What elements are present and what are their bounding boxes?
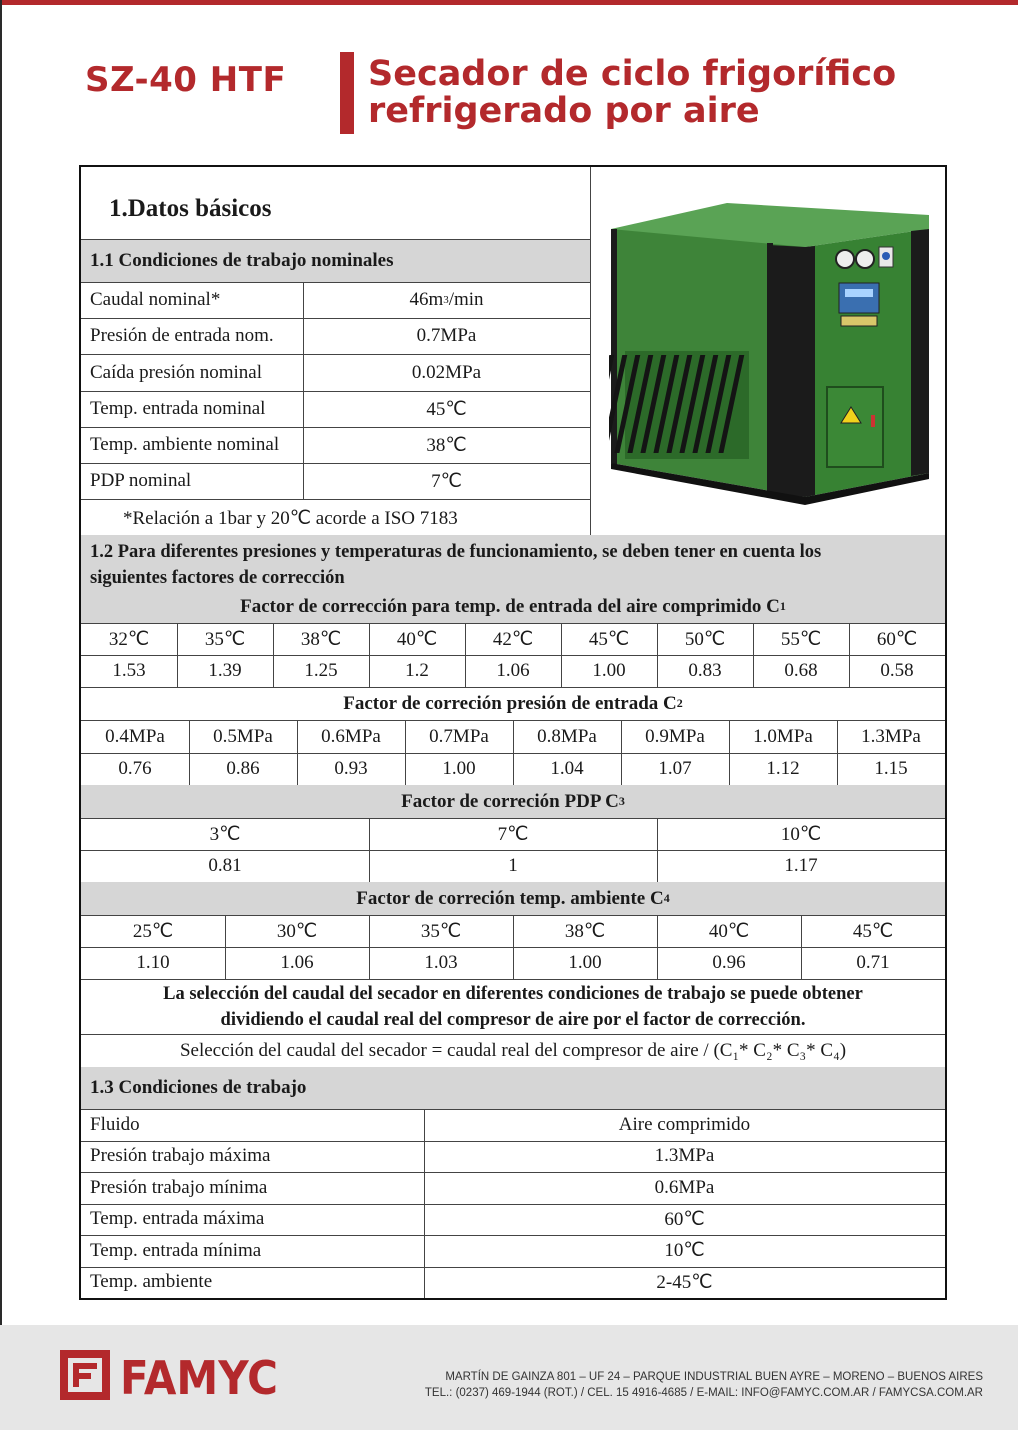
c2-value-cell: 1.00 xyxy=(442,758,476,779)
selection-formula: Selección del caudal del secador = caudal real del compresor de aire / (C₁* C₂* C₃* C₄) xyxy=(179,1039,847,1061)
c4-header-cell: 45℃ xyxy=(852,920,894,942)
rule xyxy=(657,915,658,947)
rule xyxy=(81,391,590,392)
c3-header-cell: 10℃ xyxy=(780,823,822,845)
working-condition-value: 0.6MPa xyxy=(654,1176,715,1198)
rule xyxy=(369,818,370,850)
c4-header-cell: 40℃ xyxy=(708,920,750,942)
subsection-heading-1-3: 1.3 Condiciones de trabajo xyxy=(81,1067,945,1109)
rule xyxy=(81,1172,945,1173)
footer-contact: TEL.: (0237) 469-1944 (ROT.) / CEL. 15 4916-4685 / E-MAIL: INFO@FAMYC.COM.AR / FAMYCSA.COM.AR xyxy=(424,1387,983,1399)
rule xyxy=(621,753,622,785)
rule xyxy=(621,720,622,753)
rule xyxy=(81,463,590,464)
working-condition-value: 2-45℃ xyxy=(656,1271,713,1293)
c2-value-cell: 1.04 xyxy=(550,758,584,779)
product-image xyxy=(609,201,933,511)
c1-title xyxy=(81,590,945,623)
nominal-value: 7℃ xyxy=(431,470,462,492)
working-condition-label: Temp. entrada máxima xyxy=(90,1208,265,1230)
c1-header-cell: 60℃ xyxy=(876,628,918,650)
c2-title-subscript: 2 xyxy=(676,696,683,710)
rule xyxy=(189,753,190,785)
rule xyxy=(753,655,754,687)
c1-value-cell: 1.25 xyxy=(304,660,338,681)
model-name: SZ-40 HTF xyxy=(85,60,287,100)
nominal-value: 38℃ xyxy=(426,434,467,456)
rule xyxy=(849,655,850,687)
rule xyxy=(81,239,590,240)
c4-title-text: Factor de correción temp. ambiente C xyxy=(356,887,664,909)
c4-value-cell: 0.71 xyxy=(856,952,890,973)
c1-value-cell: 1.39 xyxy=(208,660,242,681)
rule xyxy=(849,623,850,655)
rule xyxy=(753,623,754,655)
rule xyxy=(81,1141,945,1142)
c1-value-cell: 0.58 xyxy=(880,660,914,681)
subsection-heading-1-2 xyxy=(81,535,945,590)
c4-title-subscript: 4 xyxy=(663,891,670,905)
rule xyxy=(590,167,591,535)
c3-value-cell: 1.17 xyxy=(784,855,818,876)
rule xyxy=(729,753,730,785)
rule xyxy=(657,623,658,655)
footer-address: MARTÍN DE GAINZA 801 – UF 24 – PARQUE INDUSTRIAL BUEN AYRE – MORENO – BUENOS AIRES xyxy=(445,1371,983,1383)
c3-header-cell: 7℃ xyxy=(497,823,529,845)
working-condition-label: Temp. entrada mínima xyxy=(90,1239,262,1261)
selection-note-line: La selección del caudal del secador en diferentes condiciones de trabajo se puede obtener xyxy=(163,984,863,1004)
section-heading: 1.Datos básicos xyxy=(109,195,272,222)
c2-title xyxy=(81,687,945,720)
c2-value-cell: 1.15 xyxy=(874,758,908,779)
c4-header-cell: 38℃ xyxy=(564,920,606,942)
c2-value-cell: 1.07 xyxy=(658,758,692,779)
c2-header-cell: 1.0MPa xyxy=(753,725,813,747)
c3-title-subscript: 3 xyxy=(618,794,625,808)
c2-header-cell: 0.7MPa xyxy=(429,725,489,747)
c1-header-cell: 38℃ xyxy=(300,628,342,650)
c1-header-cell: 55℃ xyxy=(780,628,822,650)
c1-value-cell: 1.2 xyxy=(405,660,429,681)
working-condition-label: Presión trabajo máxima xyxy=(90,1145,271,1167)
rule xyxy=(81,1235,945,1236)
rule xyxy=(729,720,730,753)
c1-value-cell: 0.83 xyxy=(688,660,722,681)
rule xyxy=(297,753,298,785)
rule xyxy=(369,850,370,882)
working-condition-value: Aire comprimido xyxy=(618,1113,751,1135)
c1-header-cell: 50℃ xyxy=(684,628,726,650)
working-condition-value: 60℃ xyxy=(664,1208,705,1230)
rule xyxy=(303,282,304,499)
rule xyxy=(177,655,178,687)
c4-value-cell: 1.03 xyxy=(424,952,458,973)
c1-header-cell: 45℃ xyxy=(588,628,630,650)
working-condition-label: Fluido xyxy=(90,1113,140,1135)
datasheet-table xyxy=(79,165,947,1300)
c4-header-cell: 35℃ xyxy=(420,920,462,942)
c3-title xyxy=(81,785,945,818)
c2-title-text: Factor de correción presión de entrada C xyxy=(343,692,677,714)
c1-header-cell: 35℃ xyxy=(204,628,246,650)
nominal-value: 0.02MPa xyxy=(411,361,482,383)
rule xyxy=(405,720,406,753)
rule xyxy=(837,720,838,753)
rule xyxy=(465,623,466,655)
top-accent-bar xyxy=(0,0,1018,5)
title-divider-bar xyxy=(340,52,354,134)
rule xyxy=(273,623,274,655)
working-condition-label: Temp. ambiente xyxy=(90,1271,213,1293)
selection-note xyxy=(81,979,945,1034)
rule xyxy=(513,720,514,753)
rule xyxy=(657,818,658,850)
subsection-heading-line: 1.2 Para diferentes presiones y temperaturas de funcionamiento, se deben tener en cuenta los xyxy=(90,542,822,562)
rule xyxy=(465,655,466,687)
rule xyxy=(369,623,370,655)
c1-value-cell: 1.06 xyxy=(496,660,530,681)
rule xyxy=(657,947,658,979)
page-title xyxy=(368,56,896,130)
c4-value-cell: 1.06 xyxy=(280,952,314,973)
ventilation-grille xyxy=(609,351,749,459)
rule xyxy=(81,427,590,428)
c1-header-cell: 40℃ xyxy=(396,628,438,650)
nominal-label: Presión de entrada nom. xyxy=(90,325,274,346)
nominal-label: Temp. entrada nominal xyxy=(90,398,266,419)
subsection-heading-line: siguientes factores de corrección xyxy=(90,568,345,588)
c2-value-cell: 0.93 xyxy=(334,758,368,779)
rule xyxy=(405,753,406,785)
c2-header-cell: 0.6MPa xyxy=(321,725,381,747)
rule xyxy=(273,655,274,687)
c3-value-cell: 0.81 xyxy=(208,855,242,876)
footer xyxy=(0,1325,1018,1430)
rule xyxy=(837,753,838,785)
rule xyxy=(81,1267,945,1268)
c4-value-cell: 1.10 xyxy=(136,952,170,973)
left-edge-line xyxy=(0,0,2,1430)
working-condition-value: 10℃ xyxy=(664,1240,705,1262)
c2-header-cell: 0.4MPa xyxy=(105,725,165,747)
rule xyxy=(513,947,514,979)
rule xyxy=(657,850,658,882)
nominal-value: 0.7MPa xyxy=(416,325,477,346)
c4-header-cell: 30℃ xyxy=(276,920,318,942)
rule xyxy=(561,655,562,687)
control-panel xyxy=(839,283,879,326)
c3-title-text: Factor de correción PDP C xyxy=(401,790,619,812)
pressure-gauges xyxy=(836,247,893,268)
rule xyxy=(81,354,590,355)
c4-title xyxy=(81,882,945,915)
rule xyxy=(369,655,370,687)
working-condition-label: Presión trabajo mínima xyxy=(90,1176,268,1198)
c1-value-cell: 1.00 xyxy=(592,660,626,681)
subsection-heading-1-1: 1.1 Condiciones de trabajo nominales xyxy=(81,239,590,282)
c2-header-cell: 0.8MPa xyxy=(537,725,597,747)
c2-value-cell: 0.76 xyxy=(118,758,152,779)
c1-header-cell: 32℃ xyxy=(108,628,150,650)
title-line-2: refrigerado por aire xyxy=(368,91,760,131)
c2-header-cell: 0.5MPa xyxy=(213,725,273,747)
rule xyxy=(801,947,802,979)
c3-value-cell: 1 xyxy=(508,855,518,876)
rule xyxy=(225,915,226,947)
famyc-logo xyxy=(60,1350,282,1400)
rule xyxy=(81,1204,945,1205)
rule xyxy=(189,720,190,753)
c1-title-subscript: 1 xyxy=(779,599,786,613)
rule xyxy=(297,720,298,753)
c2-value-cell: 1.12 xyxy=(766,758,800,779)
logo-text: FAMYC xyxy=(120,1351,278,1400)
c1-header-cell: 42℃ xyxy=(492,628,534,650)
footnote: *Relación a 1bar y 20℃ acorde a ISO 7183 xyxy=(123,507,458,529)
rule xyxy=(81,318,590,319)
nominal-label: Temp. ambiente nominal xyxy=(90,434,280,455)
nominal-value: 46m 3 /min xyxy=(409,289,484,310)
c4-value-cell: 1.00 xyxy=(568,952,602,973)
c2-header-cell: 1.3MPa xyxy=(861,725,921,747)
c1-title-text: Factor de corrección para temp. de entrada del aire comprimido C xyxy=(240,595,780,617)
rule xyxy=(513,753,514,785)
rule xyxy=(177,623,178,655)
working-condition-value: 1.3MPa xyxy=(654,1145,715,1167)
rule xyxy=(513,915,514,947)
c1-value-cell: 0.68 xyxy=(784,660,818,681)
nominal-label: Caudal nominal* xyxy=(90,289,221,310)
c1-value-cell: 1.53 xyxy=(112,660,146,681)
rule xyxy=(225,947,226,979)
rule xyxy=(369,947,370,979)
nominal-label: PDP nominal xyxy=(90,470,192,491)
c3-header-cell: 3℃ xyxy=(209,823,241,845)
title-line-1: Secador de ciclo frigorífico xyxy=(368,54,897,94)
c2-header-cell: 0.9MPa xyxy=(645,725,705,747)
rule xyxy=(657,655,658,687)
rule xyxy=(81,499,590,500)
selection-note-line: dividiendo el caudal real del compresor de aire por el factor de corrección. xyxy=(220,1010,806,1030)
rule xyxy=(369,915,370,947)
nominal-label: Caída presión nominal xyxy=(90,361,263,383)
nominal-value: 45℃ xyxy=(426,398,467,420)
rule xyxy=(801,915,802,947)
rule xyxy=(561,623,562,655)
c4-header-cell: 25℃ xyxy=(132,920,174,942)
rule xyxy=(424,1109,425,1298)
c2-value-cell: 0.86 xyxy=(226,758,260,779)
c4-value-cell: 0.96 xyxy=(712,952,746,973)
electrical-cabinet-door xyxy=(827,387,883,467)
